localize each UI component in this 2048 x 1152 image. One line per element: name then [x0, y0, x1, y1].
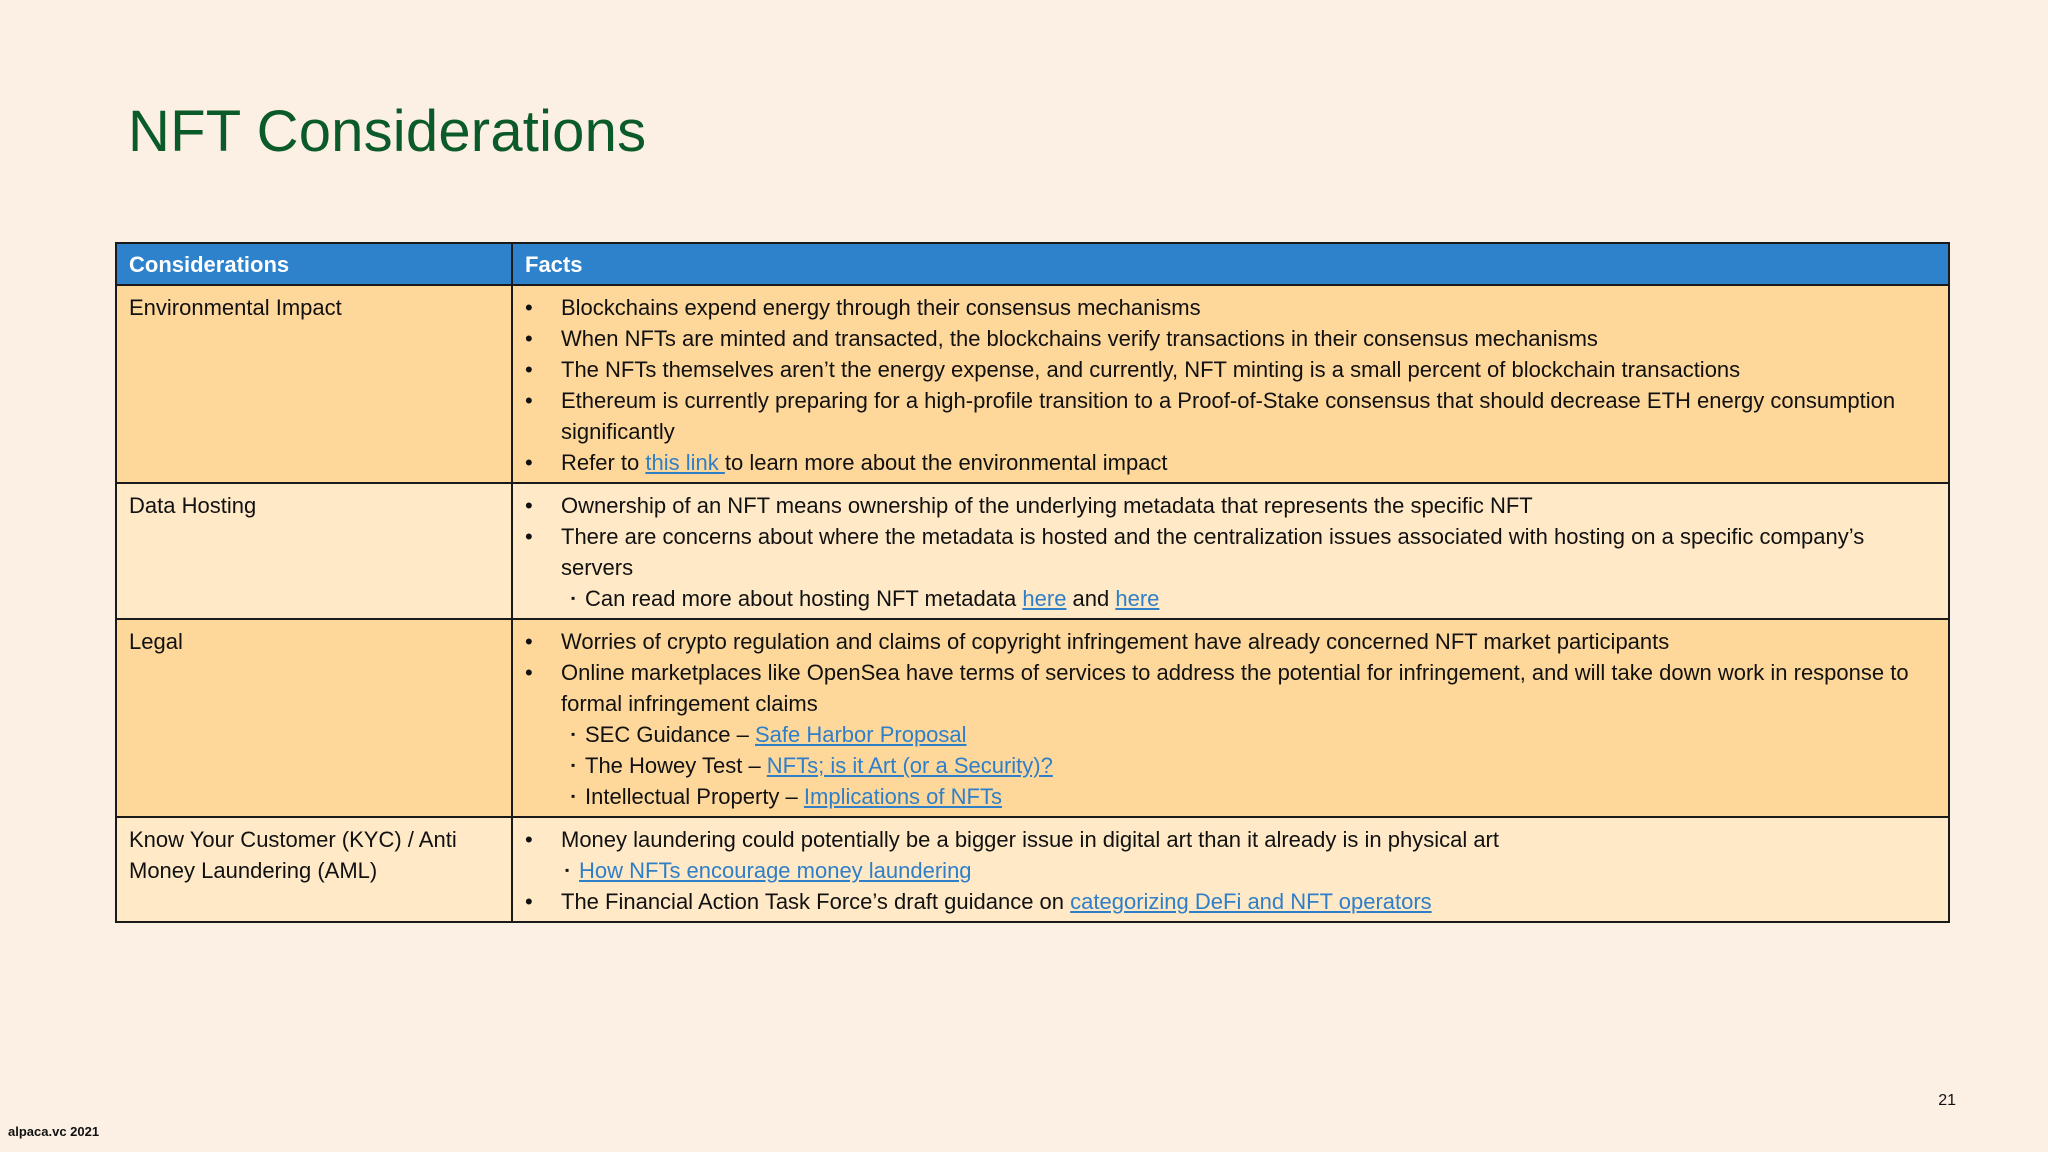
- facts-cell: [512, 619, 1949, 817]
- facts-list: [525, 824, 1936, 855]
- facts-cell: [512, 817, 1949, 922]
- facts-list: [525, 886, 1936, 917]
- refer-text-after: to learn more about the environmental impact: [724, 450, 1168, 475]
- environmental-impact-link[interactable]: this link: [645, 450, 725, 475]
- sub-text: Intellectual Property –: [585, 784, 804, 809]
- sub-text: Can read more about hosting NFT metadata: [585, 586, 1023, 611]
- defi-nft-operators-link[interactable]: categorizing DeFi and NFT operators: [1070, 889, 1432, 914]
- howey-test-link[interactable]: NFTs; is it Art (or a Security)?: [766, 753, 1053, 778]
- list-item: [525, 447, 1936, 478]
- table-row-legal: [116, 619, 1949, 817]
- footer-brand: alpaca.vc 2021: [8, 1124, 100, 1139]
- facts-list: [525, 490, 1936, 583]
- header-considerations: Considerations: [116, 243, 512, 285]
- list-item: • Worries of crypto regulation and claims of copyright infringement have already concerned NFT market participants: [525, 626, 1936, 657]
- facts-list: [525, 292, 1936, 478]
- header-facts: Facts: [512, 243, 1949, 285]
- facts-cell: [512, 285, 1949, 483]
- table-row-data-hosting: [116, 483, 1949, 619]
- list-item: • Ethereum is currently preparing for a high-profile transition to a Proof-of-Stake consensus that should decrease ETH energy consumption significantly: [525, 385, 1936, 447]
- list-item: • When NFTs are minted and transacted, the blockchains verify transactions in their consensus mechanisms: [525, 323, 1936, 354]
- sub-text: The Howey Test –: [585, 753, 767, 778]
- sub-list-item: [525, 750, 1936, 781]
- list-item: • Blockchains expend energy through their consensus mechanisms: [525, 292, 1936, 323]
- table-header-row: [116, 243, 1949, 285]
- considerations-table: [115, 242, 1950, 923]
- metadata-here-link-1[interactable]: here: [1022, 586, 1067, 611]
- facts-cell: [512, 483, 1949, 619]
- facts-list: [525, 626, 1936, 719]
- money-laundering-link[interactable]: How NFTs encourage money laundering: [579, 858, 972, 883]
- table-row-kyc-aml: [116, 817, 1949, 922]
- table-row-environmental-impact: [116, 285, 1949, 483]
- list-item: • Ownership of an NFT means ownership of the underlying metadata that represents the specific NFT: [525, 490, 1936, 521]
- fatf-text: The Financial Action Task Force’s draft guidance on: [561, 889, 1071, 914]
- consideration-cell: Data Hosting: [116, 483, 512, 619]
- sub-list-item: [525, 583, 1936, 614]
- list-item: [525, 886, 1936, 917]
- list-item: • The NFTs themselves aren’t the energy expense, and currently, NFT minting is a small percent of blockchain transactions: [525, 354, 1936, 385]
- sub-text: SEC Guidance –: [585, 722, 755, 747]
- slide-title: NFT Considerations: [128, 99, 647, 164]
- sub-list: [525, 855, 1936, 886]
- metadata-here-link-2[interactable]: here: [1115, 586, 1160, 611]
- list-item: • Online marketplaces like OpenSea have terms of services to address the potential for infringement, and will take down work in response to formal infringement claims: [525, 657, 1936, 719]
- sub-list-item: [525, 855, 1936, 886]
- implications-link[interactable]: Implications of NFTs: [803, 784, 1002, 809]
- list-item: • There are concerns about where the metadata is hosted and the centralization issues associated with hosting on a specific company’s servers: [525, 521, 1936, 583]
- sub-text-and: and: [1066, 586, 1116, 611]
- consideration-cell: Legal: [116, 619, 512, 817]
- consideration-cell: Environmental Impact: [116, 285, 512, 483]
- sub-list-item: [525, 719, 1936, 750]
- list-item: • Money laundering could potentially be a bigger issue in digital art than it already is in physical art: [525, 824, 1936, 855]
- safe-harbor-link[interactable]: Safe Harbor Proposal: [754, 722, 967, 747]
- consideration-cell: Know Your Customer (KYC) / Anti Money Laundering (AML): [116, 817, 512, 922]
- refer-text: Refer to: [561, 450, 646, 475]
- sub-list-item: [525, 781, 1936, 812]
- page-number: 21: [1938, 1092, 1956, 1109]
- sub-list: [525, 583, 1936, 614]
- sub-list: [525, 719, 1936, 812]
